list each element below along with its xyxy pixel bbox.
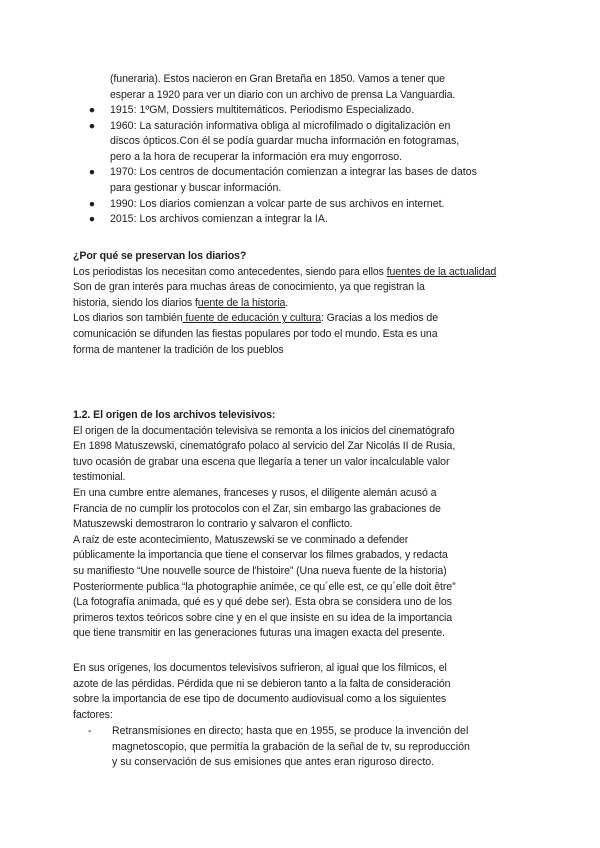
list-item: [85, 119, 520, 166]
list-item: [85, 165, 520, 196]
text: .: [285, 296, 289, 309]
list-item-line: magnetoscopio, que permitía la grabación de la señal de tv, su reproducción: [112, 740, 470, 753]
paragraph-line: forma de mantener la tradición de los pueblos: [73, 343, 284, 356]
paragraph-line: Posteriormente publica “la photographie animée, ce qu´elle est, ce qu´elle doit être”: [73, 580, 456, 593]
text: Los diarios son también: [73, 312, 183, 325]
paragraph-line: Matuszewski demostraron lo contrario y salvaron el conflicto.: [73, 518, 353, 531]
list-item-line: discos ópticos.Con él se podía guardar mucha información en fotogramas,: [110, 135, 460, 148]
losses-paragraph: [73, 661, 533, 723]
paragraph-line: su manifiesto “Une nouvelle source de l'histoire” (Una nueva fuente de la historia): [73, 564, 447, 577]
paragraph-line: En una cumbre entre alemanes, franceses y rusos, el diligente alemán acusó a: [73, 486, 437, 499]
factors-list: [85, 724, 525, 771]
list-item: [85, 212, 520, 228]
list-item: [85, 197, 520, 213]
paragraph-line: primeros textos teóricos sobre cine y en el que insiste en su idea de la importancia: [73, 611, 453, 624]
paragraph-line: En 1898 Matuszewski, cinematógrafo polaco al servicio del Zar Nicolás II de Rusia,: [73, 440, 456, 453]
intro-line: esperar a 1920 para ver un diario con un archivo de prensa La Vanguardia.: [110, 88, 456, 101]
intro-continuation: [85, 72, 545, 103]
bullet-icon: ●: [88, 104, 96, 116]
text: Los periodistas los necesitan como antecedentes, siendo para ellos: [73, 265, 387, 278]
paragraph-line: comunicación se difunden las fiestas populares por todo el mundo. Esta es una: [73, 327, 438, 340]
text: : Gracias a los medios de: [320, 312, 438, 325]
paragraph: [73, 265, 533, 281]
paragraph-line: que tiene transmitir en las generaciones futuras una imagen exacta del presente.: [73, 627, 445, 640]
paragraph: [73, 296, 533, 312]
section-heading: 1.2. El origen de los archivos televisivos:: [73, 409, 276, 421]
bullet-icon: ●: [88, 119, 96, 132]
list-item-line: 1960: La saturación informativa obliga al microfilmado o digitalización en: [110, 119, 451, 132]
list-item: [85, 724, 525, 771]
paragraph-line: públicamente la importancia que tiene el conservar los filmes grabados, y redacta: [73, 549, 448, 562]
paragraph-line: testimonial.: [73, 471, 126, 484]
list-item-line: y su conservación de sus emisiones que antes eran riguroso directo.: [112, 756, 435, 769]
dash-icon: -: [88, 725, 92, 737]
paragraph-line: factores:: [73, 708, 113, 721]
bullet-icon: ●: [88, 197, 96, 210]
list-item-line: 1970: Los centros de documentación comienzan a integrar las bases de datos: [110, 166, 477, 179]
paragraph: [73, 311, 533, 327]
paragraph-line: En sus orígenes, los documentos televisivos sufrieron, al igual que los fílmicos, el: [73, 662, 447, 674]
list-item-line: 1990: Los diarios comienzan a volcar parte de sus archivos en internet.: [110, 197, 445, 210]
paragraph-line: Francia de no cumplir los protocolos con el Zar, sin embargo las grabaciones de: [73, 502, 441, 515]
text: historia, siendo los diarios f: [73, 296, 198, 309]
paragraph-line: Son de gran interés para muchas áreas de conocimiento, ya que registran la: [73, 281, 425, 294]
list-item-line: pero a la hora de recuperar la información era muy engorroso.: [110, 150, 403, 163]
section-heading: ¿Por qué se preservan los diarios?: [73, 250, 247, 262]
why-section: [73, 249, 533, 358]
list-item-line: 1915: 1ºGM, Dossiers multitemáticos. Periodismo Especializado.: [110, 104, 415, 116]
paragraph-line: A raíz de este acontecimiento, Matuszewski se ve conminado a defender: [73, 533, 409, 546]
list-item-line: para gestionar y buscar información.: [110, 181, 282, 194]
list-item: [85, 103, 520, 119]
paragraph-line: El origen de la documentación televisiva se remonta a los inicios del cinematógrafo: [73, 424, 455, 437]
intro-line: (funeraria). Estos nacieron en Gran Bretaña en 1850. Vamos a tener que: [110, 73, 445, 85]
paragraph-line: (La fotografía animada, qué es y qué debe ser). Esta obra se considera uno de los: [73, 596, 452, 609]
bullet-icon: ●: [88, 166, 96, 179]
underlined-phrase: fuentes de la actualidad: [386, 265, 497, 278]
paragraph-line: sobre la importancia de ese tipo de documento audiovisual como a los siguientes: [73, 693, 447, 706]
paragraph-line: tuvo ocasión de grabar una escena que llegaría a tener un valor incalculable valor: [73, 455, 450, 468]
underlined-phrase: fuente de educación y cultura: [182, 312, 321, 325]
bullet-icon: ●: [88, 213, 96, 226]
list-item-line: 2015: Los archivos comienzan a integrar la IA.: [110, 213, 328, 226]
tv-archives-section: [73, 408, 533, 642]
paragraph-line: azote de las pérdidas. Pérdida que ni se debieron tanto a la falta de consideración: [73, 677, 451, 690]
underlined-phrase: uente de la historia: [197, 296, 286, 309]
list-item-line: Retransmisiones en directo; hasta que en 1955, se produce la invención del: [112, 725, 469, 737]
timeline-list: [85, 103, 520, 228]
